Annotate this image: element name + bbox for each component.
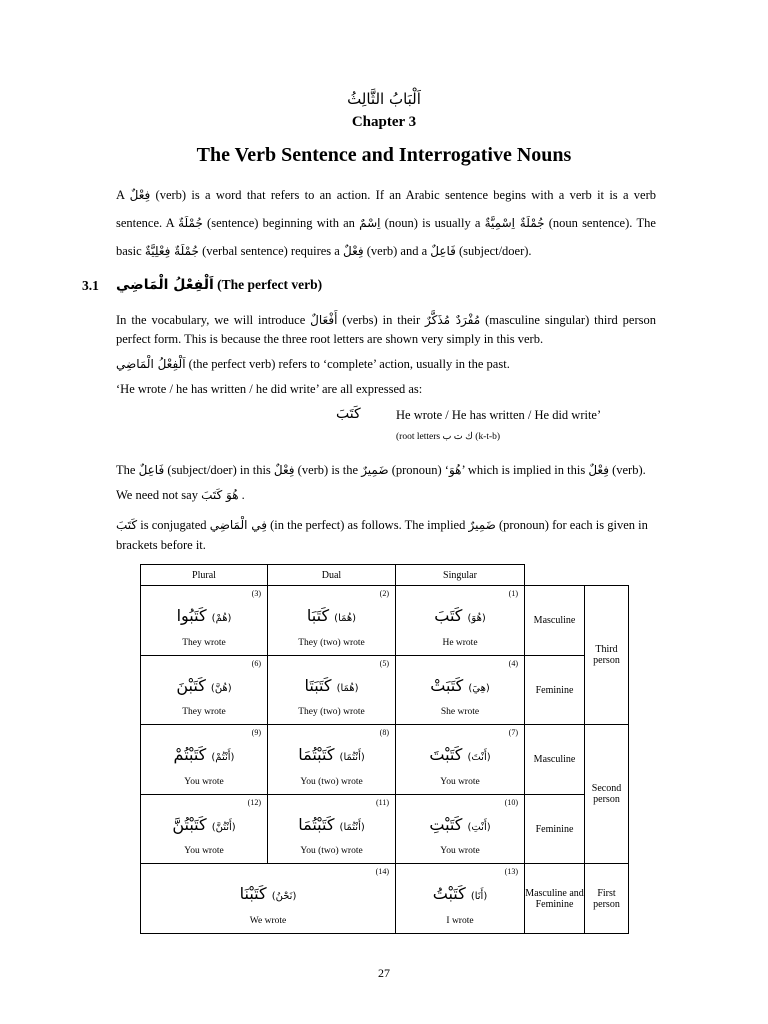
table-cell: (2) (هُمَا) كَتَبَا They (two) wrote — [267, 585, 396, 656]
expression-intro: ‘He wrote / he has written / he did write’ are all expressed as: — [116, 382, 423, 396]
table-cell: (9) (أَنْتُمْ) كَتَبْتُمْ You wrote — [140, 724, 268, 795]
header-plural: Plural — [140, 564, 268, 586]
label-masculine: Masculine — [524, 585, 585, 656]
table-cell: (4) (هِيَ) كَتَبَتْ She wrote — [395, 655, 525, 725]
page-number: 27 — [378, 966, 390, 980]
label-second-person: Second person — [584, 724, 629, 864]
header-dual: Dual — [267, 564, 396, 586]
example-arabic-verb: كَتَبَ — [336, 406, 361, 422]
table-cell: (11) (أَنْتُمَا) كَتَبْتُمَا You (two) wrote — [267, 794, 396, 864]
table-cell: (12) (أَنْتُنَّ) كَتَبْتُنَّ You wrote — [140, 794, 268, 864]
example-translation: He wrote / He has written / He did write’ — [396, 408, 602, 422]
intro-paragraph: A فِعْلٌ (verb) is a word that refers to an action. If an Arabic sentence begins with a verb it is a verb sentence. A جُمْلَةٌ (sentence) beginning with an اِسْمٌ (noun) is usually a جُمْلَةٌ اِسْمِيَّةٌ (noun sentence). The basic جُمْلَةٌ فِعْلِيَّةٌ (verbal sentence) requires a فِعْلٌ (verb) and a فَاعِلٌ (subject/doer). — [116, 188, 657, 258]
label-first-person: First person — [584, 863, 629, 934]
page-title: The Verb Sentence and Interrogative Nouns — [196, 144, 572, 166]
label-masculine-and-feminine: Masculine and Feminine — [524, 863, 585, 934]
example-root-letters: (root letters ك ت ب (k-t-b) — [396, 432, 501, 442]
vocabulary-paragraph: In the vocabulary, we will introduce أَفْعَالٌ (verbs) in their مُفْرَدٌ مُذَكَّرٌ (masculine singular) third person perfect form. This is because the three root letters are shown very simply in this verb. — [116, 313, 656, 346]
label-masculine: Masculine — [524, 724, 585, 795]
table-cell: (3) (هُمْ) كَتَبُوا They wrote — [140, 585, 268, 656]
conjugation-paragraph: كَتَبَ is conjugated فِي الْمَاضِي (in the perfect) as follows. The implied ضَمِيرٌ (pronoun) for each is given in brackets before it. — [116, 518, 648, 552]
perfect-verb-definition: اَلْفِعْلُ الْمَاضِي (the perfect verb) refers to ‘complete’ action, usually in the past. — [116, 357, 510, 371]
table-cell: (8) (أَنْتُمَا) كَتَبْتُمَا You (two) wrote — [267, 724, 396, 795]
table-cell: (14) (نَحْنُ) كَتَبْنَا We wrote — [140, 863, 396, 934]
table-cell: (7) (أَنْتَ) كَتَبْتَ You wrote — [395, 724, 525, 795]
table-cell: (13) (أَنَا) كَتَبْتُ I wrote — [395, 863, 525, 934]
section-number: 3.1 — [82, 278, 99, 293]
table-cell: (10) (أَنْتِ) كَتَبْتِ You wrote — [395, 794, 525, 864]
table-cell: (6) (هُنَّ) كَتَبْنَ They wrote — [140, 655, 268, 725]
label-feminine: Feminine — [524, 655, 585, 725]
table-cell: (5) (هُمَا) كَتَبَتَا They (two) wrote — [267, 655, 396, 725]
table-cell: (1) (هُوَ) كَتَبَ He wrote — [395, 585, 525, 656]
chapter-label: Chapter 3 — [351, 114, 417, 130]
label-third-person: Third person — [584, 585, 629, 725]
header-singular: Singular — [395, 564, 525, 586]
chapter-arabic-title: اَلْبَابُ الثَّالِثُ — [347, 90, 421, 108]
section-title: اَلْفِعْلُ الْمَاضِي (The perfect verb) — [116, 277, 323, 293]
subject-paragraph: The فَاعِلٌ (subject/doer) in this فِعْلٌ (verb) is the ضَمِيرٌ (pronoun) ‘هُوَ’ which is implied in this فِعْلٌ (verb). We need not say هُوَ كَتَبَ . — [116, 463, 646, 502]
label-feminine: Feminine — [524, 794, 585, 864]
